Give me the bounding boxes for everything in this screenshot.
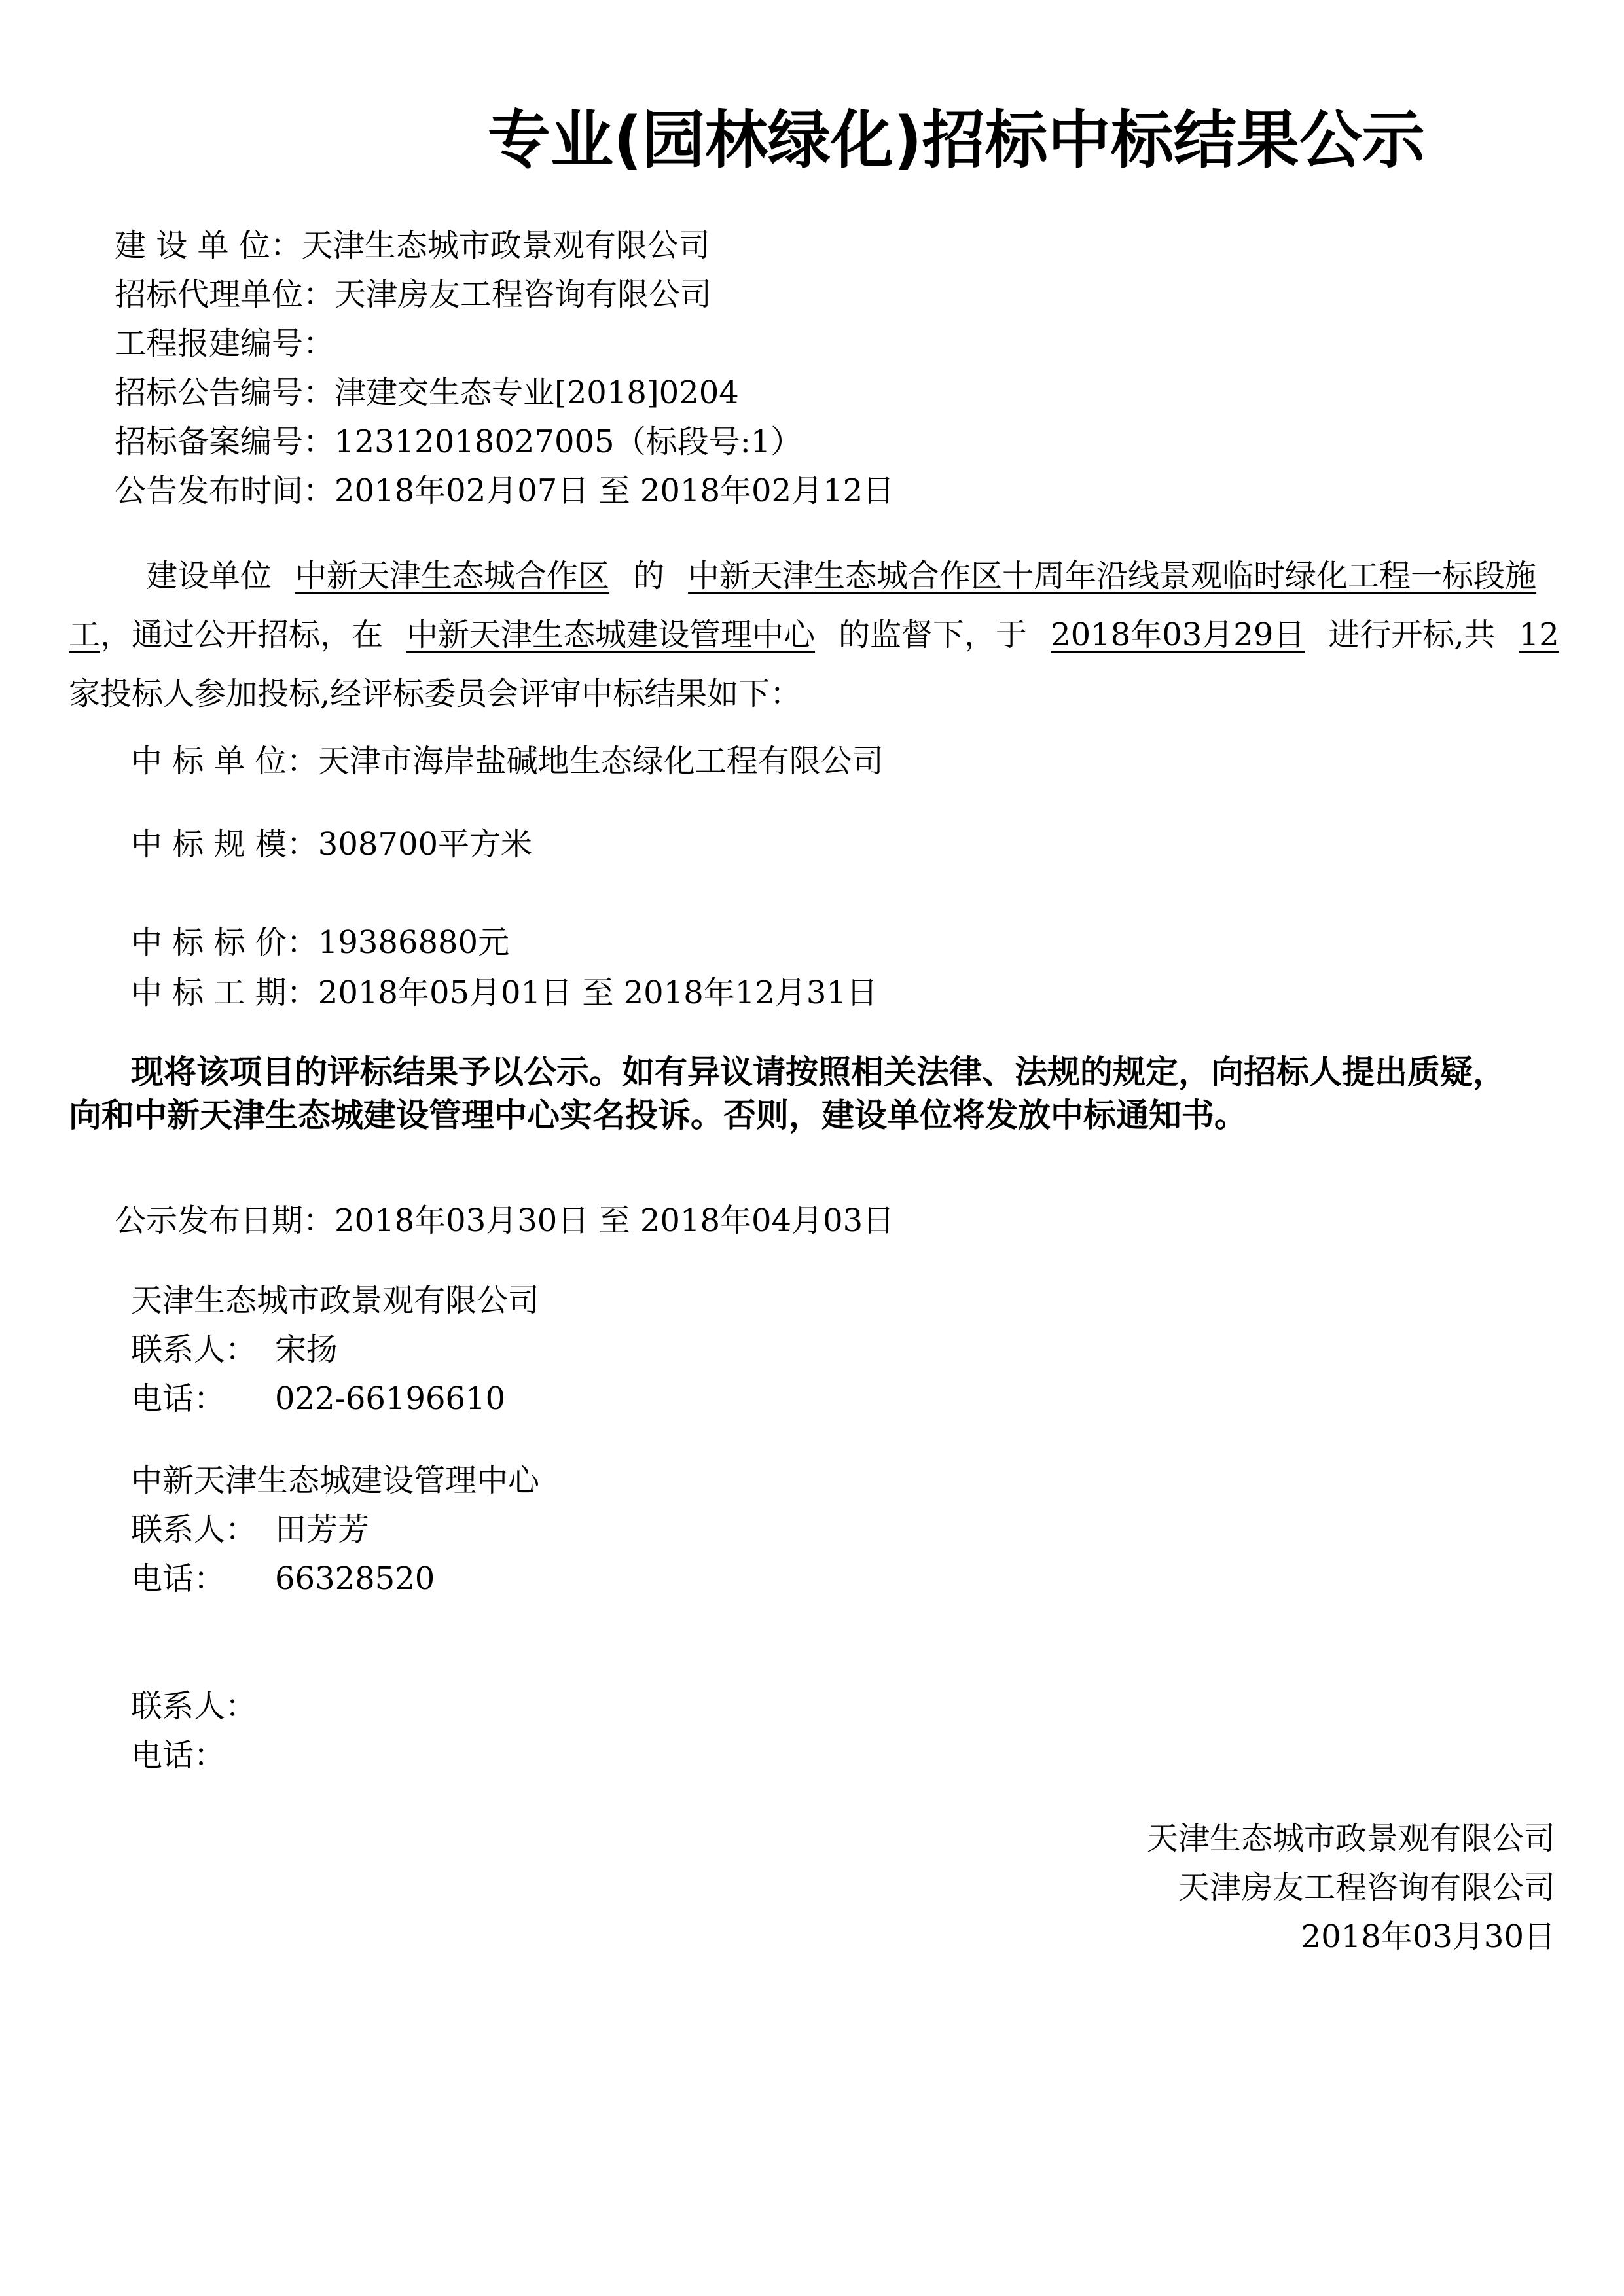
- result-winner-row: [131, 742, 884, 781]
- result-scale-row: [131, 825, 532, 864]
- contact-phone-row: [131, 1559, 435, 1598]
- signature-date: 2018年03月30日: [1301, 1918, 1555, 1955]
- contact-phone-label: 电话：: [131, 1560, 226, 1597]
- page-title: 专业(园林绿化)招标中标结果公示: [488, 103, 1425, 177]
- info-notice-no-value: 津建交生态专业[2018]0204: [334, 374, 739, 411]
- result-price-label: 中 标 标 价：: [131, 924, 318, 961]
- contact-person-value: 田芳芳: [275, 1511, 370, 1548]
- result-period-value: 2018年05月01日 至 2018年12月31日: [317, 975, 878, 1011]
- result-winner-label: 中 标 单 位：: [131, 743, 318, 780]
- para-project-name: 中新天津生态城合作区十周年沿线景观临时绿化工程一标段施工: [69, 558, 1537, 653]
- para-text-1: 建设单位: [146, 558, 272, 594]
- publicity-date-row: [115, 1201, 894, 1240]
- info-project-no-row: [115, 324, 334, 363]
- contact-person-row: [131, 1510, 369, 1549]
- signature-org-2: 天津房友工程咨询有限公司: [1178, 1869, 1555, 1906]
- result-period-label: 中 标 工 期：: [131, 975, 318, 1011]
- info-publish-time-label: 公告发布时间：: [115, 473, 335, 509]
- contact-phone-value: 66328520: [275, 1560, 435, 1597]
- info-publish-time-value: 2018年02月07日 至 2018年02月12日: [334, 473, 895, 509]
- info-publish-time-row: [115, 471, 894, 511]
- para-supervisor: 中新天津生态城建设管理中心: [406, 617, 816, 653]
- publicity-date-label: 公示发布日期：: [115, 1202, 335, 1239]
- result-scale-label: 中 标 规 模：: [131, 826, 318, 863]
- contact-phone-label: 电话：: [131, 1380, 226, 1417]
- para-bidders-count: 12: [1519, 617, 1559, 653]
- para-open-date: 2018年03月29日: [1051, 617, 1305, 653]
- info-record-no-value: 12312018027005（标段号:1）: [334, 423, 803, 460]
- para-builder-unit: 中新天津生态城合作区: [295, 558, 610, 594]
- info-agent-label: 招标代理单位：: [115, 276, 335, 313]
- info-builder-label: 建 设 单 位：: [115, 227, 302, 264]
- para-text-2: 的: [633, 558, 665, 594]
- result-price-value: 19386880元: [317, 924, 510, 961]
- contact-person-label: 联系人：: [131, 1331, 257, 1368]
- info-agent-row: [115, 275, 712, 314]
- info-builder-value: 天津生态城市政景观有限公司: [301, 227, 710, 264]
- signature-org-1: 天津生态城市政景观有限公司: [1146, 1820, 1555, 1857]
- result-period-row: [131, 973, 878, 1013]
- publicity-date-value: 2018年03月30日 至 2018年04月03日: [334, 1202, 895, 1239]
- contact-person-label: 联系人：: [131, 1511, 257, 1548]
- info-builder-row: [115, 226, 710, 265]
- result-scale-value: 308700平方米: [317, 826, 533, 863]
- contact-phone-row: [131, 1736, 275, 1775]
- para-text-6: 家投标人参加投标,经评标委员会评审中标结果如下：: [69, 675, 802, 712]
- para-text-5: 进行开标,共: [1328, 617, 1496, 653]
- result-paragraph: [69, 547, 1564, 723]
- result-winner-value: 天津市海岸盐碱地生态绿化工程有限公司: [317, 743, 884, 780]
- contact-person-value: 宋扬: [275, 1331, 338, 1368]
- contact-org: 天津生态城市政景观有限公司: [131, 1282, 540, 1319]
- info-notice-no-row: [115, 373, 739, 412]
- contact-person-row: [131, 1687, 275, 1726]
- info-agent-value: 天津房友工程咨询有限公司: [334, 276, 712, 313]
- contact-person-row: [131, 1330, 338, 1369]
- result-price-row: [131, 923, 509, 962]
- contact-org: 中新天津生态城建设管理中心: [131, 1462, 540, 1499]
- para-text-4: 的监督下，于: [839, 617, 1028, 653]
- info-project-no-label: 工程报建编号：: [115, 325, 335, 362]
- info-record-no-row: [115, 422, 802, 461]
- contact-person-label: 联系人：: [131, 1688, 257, 1725]
- contact-phone-value: 022-66196610: [275, 1380, 506, 1417]
- contact-phone-label: 电话：: [131, 1737, 226, 1774]
- objection-notice: 现将该项目的评标结果予以公示。如有异议请按照相关法律、法规的规定，向招标人提出质疑，向和中新天津生态城建设管理中心实名投诉。否则，建设单位将发放中标通知书。: [69, 1053, 1506, 1134]
- para-text-3: ，通过公开招标，在: [100, 617, 384, 653]
- info-notice-no-label: 招标公告编号：: [115, 374, 335, 411]
- contact-phone-row: [131, 1379, 505, 1418]
- info-record-no-label: 招标备案编号：: [115, 423, 335, 460]
